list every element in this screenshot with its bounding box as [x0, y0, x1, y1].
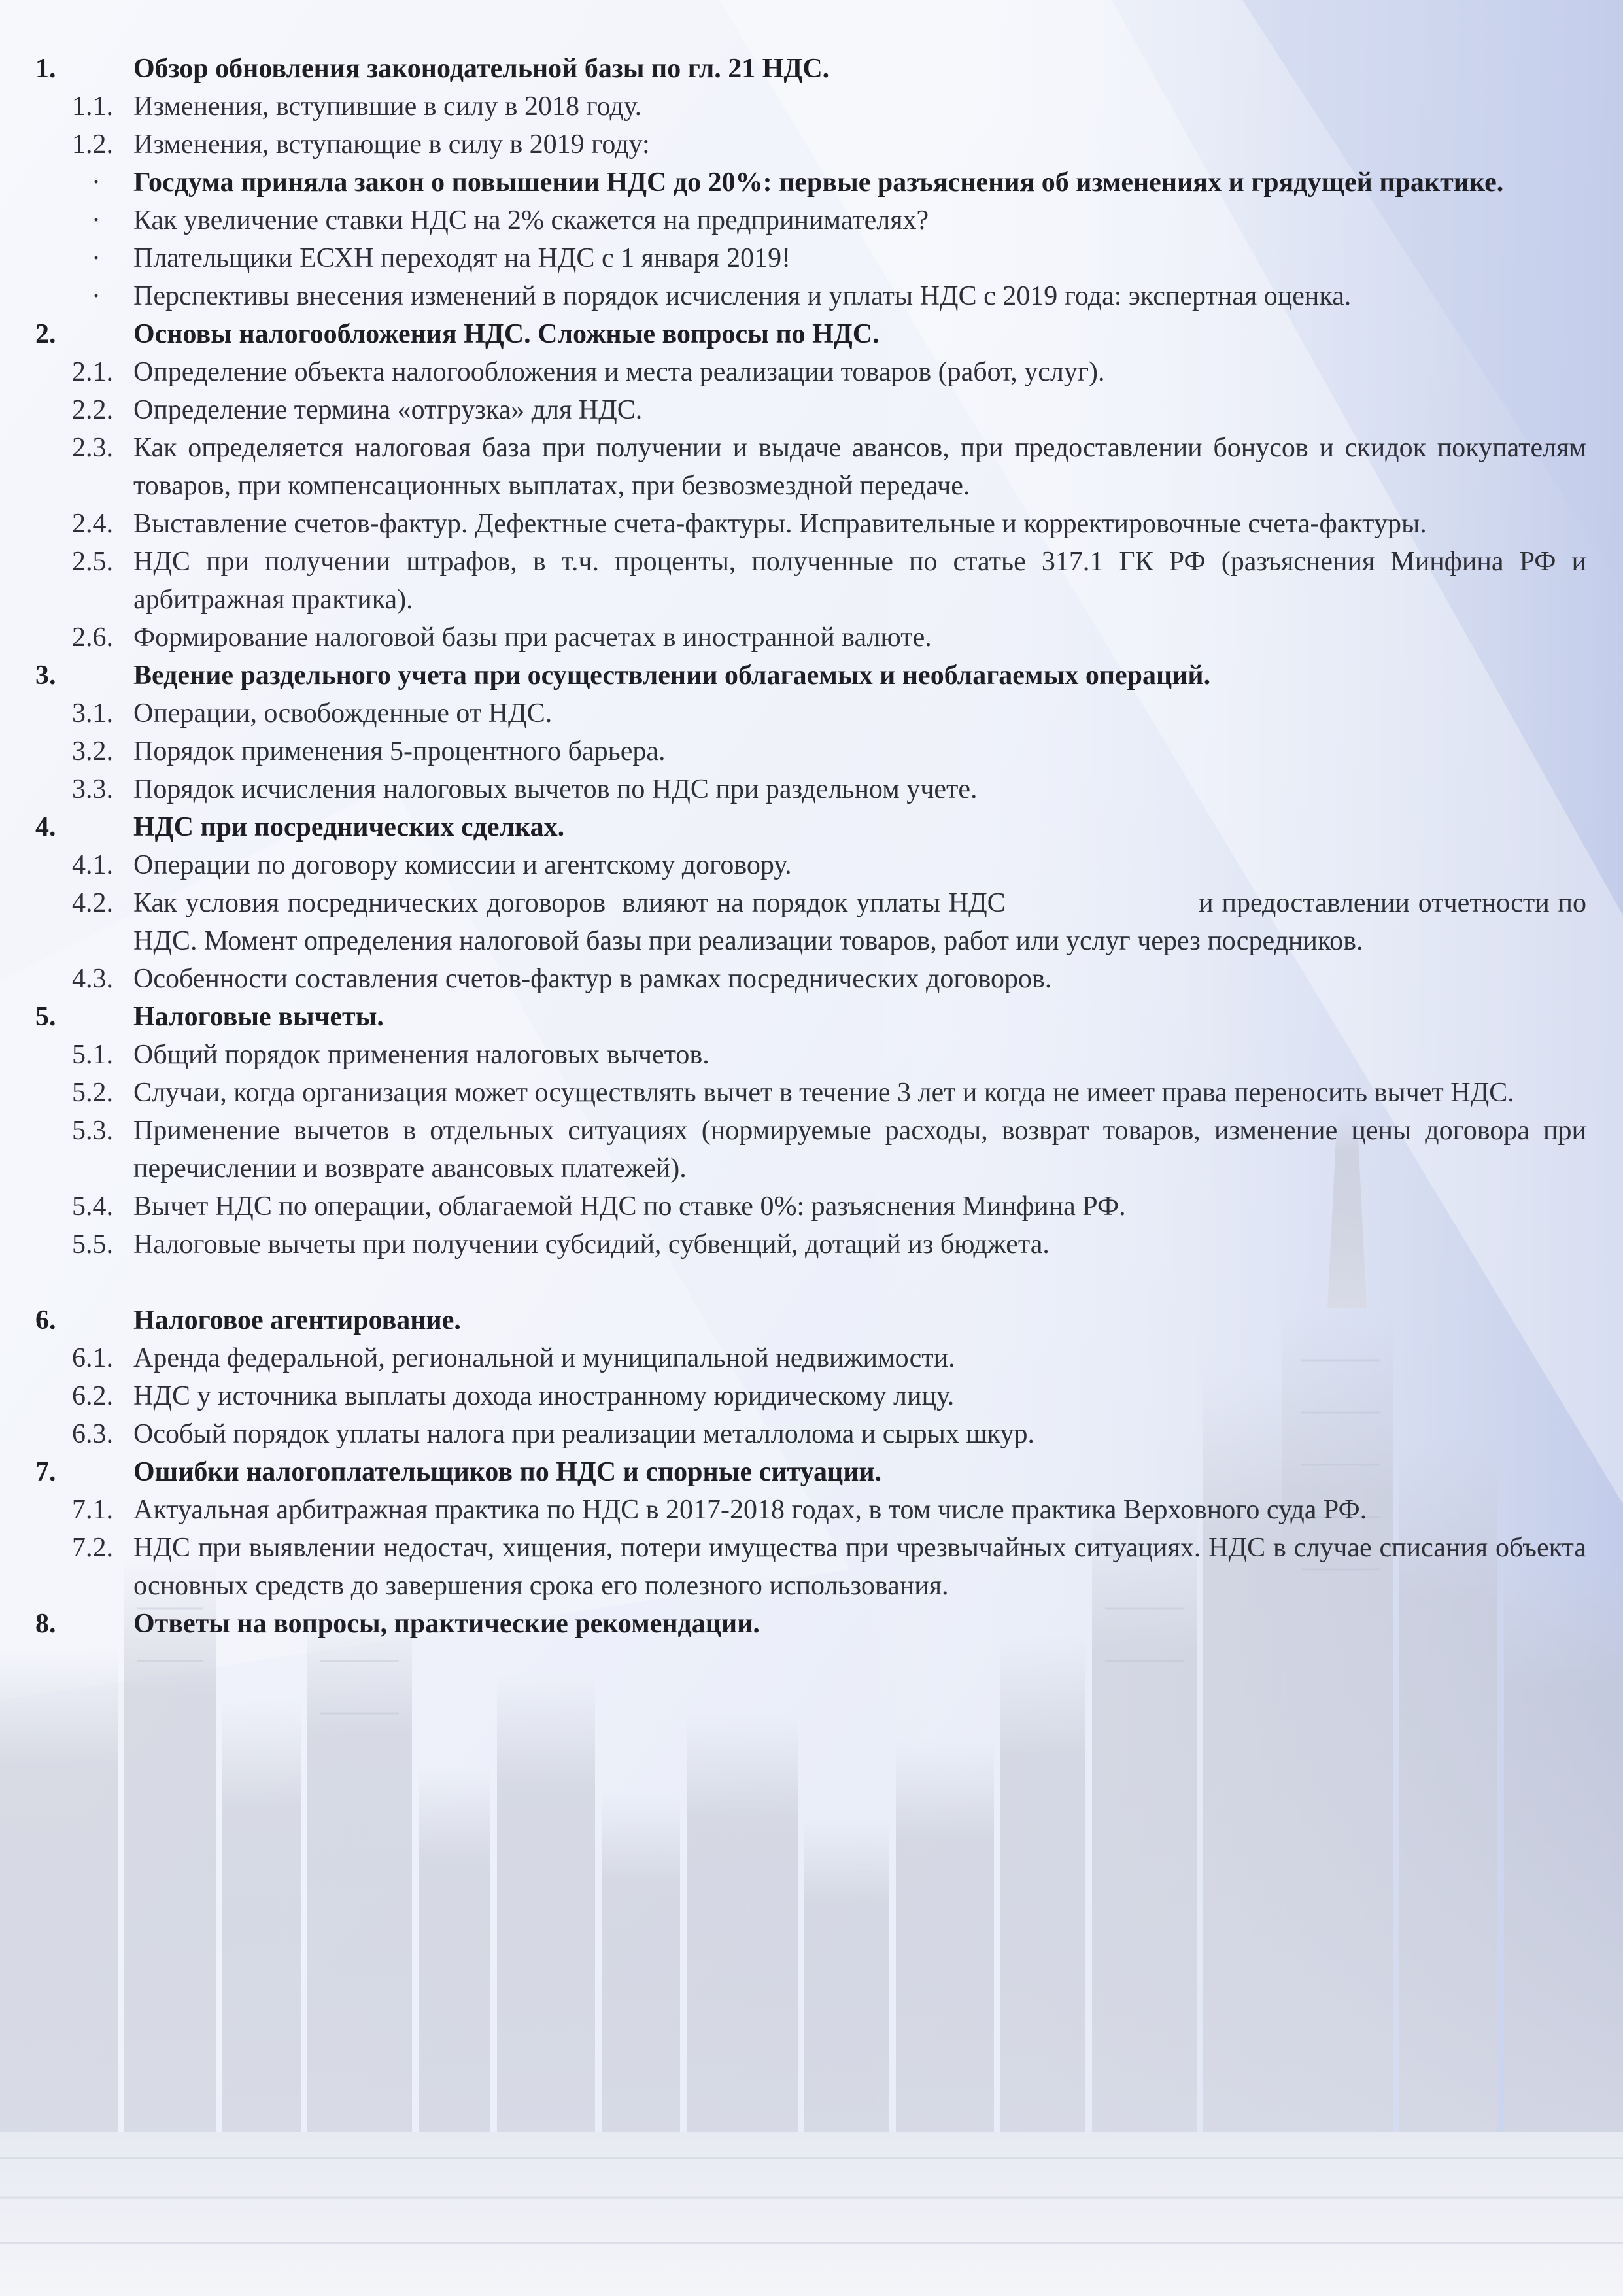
item-text: Аренда федеральной, региональной и муниципальной недвижимости.	[133, 1343, 955, 1373]
list-item	[0, 88, 1623, 126]
section-number: 1.	[35, 54, 56, 84]
list-item	[0, 884, 1623, 960]
item-number: 2.4.	[72, 509, 113, 539]
item-number: 7.2.	[72, 1533, 113, 1563]
item-number: 3.2.	[72, 736, 113, 766]
item-text: Общий порядок применения налоговых вычетов.	[133, 1040, 709, 1070]
program-outline	[0, 50, 1623, 1643]
list-item	[0, 694, 1623, 732]
section-2-heading	[0, 315, 1623, 353]
list-item	[0, 1377, 1623, 1415]
section-5-heading	[0, 998, 1623, 1036]
section-number: 7.	[35, 1457, 56, 1487]
bullet-item	[0, 163, 1623, 201]
item-text: НДС при получении штрафов, в т.ч. проценты, полученные по статье 317.1 ГК РФ (разъяснения Минфина РФ и арбитражная практика).	[133, 547, 1586, 615]
item-number: 2.5.	[72, 547, 113, 577]
section-number: 3.	[35, 660, 56, 691]
item-number: 5.3.	[72, 1116, 113, 1146]
item-number: 1.2.	[72, 129, 113, 160]
section-number: 4.	[35, 812, 56, 842]
item-number: 3.1.	[72, 698, 113, 728]
item-text: Формирование налоговой базы при расчетах в иностранной валюте.	[133, 623, 932, 653]
item-number: 5.5.	[72, 1229, 113, 1259]
section-number: 5.	[35, 1002, 56, 1032]
section-8-heading	[0, 1605, 1623, 1643]
bullet-marker: ·	[92, 243, 101, 273]
list-item	[0, 1339, 1623, 1377]
item-number: 5.2.	[72, 1078, 113, 1108]
item-text: Случаи, когда организация может осуществлять вычет в течение 3 лет и когда не имеет права переносить вычет НДС.	[133, 1078, 1514, 1108]
section-title: Налоговые вычеты.	[133, 1002, 384, 1032]
item-text: Изменения, вступающие в силу в 2019 году:	[133, 129, 650, 160]
item-text: Как условия посреднических договоров влияют на порядок уплаты НДС и предоставлении отчетности по НДС. Момент определения налоговой базы при реализации товаров, работ или услуг через посредников.	[133, 888, 1600, 956]
item-number: 5.4.	[72, 1191, 113, 1222]
list-item	[0, 391, 1623, 429]
list-item	[0, 126, 1623, 163]
item-text: Особенности составления счетов-фактур в рамках посреднических договоров.	[133, 964, 1052, 994]
item-text: Как определяется налоговая база при получении и выдаче авансов, при предоставлении бонусов и скидок покупателям товаров, при компенсационных выплатах, при безвозмездной передаче.	[133, 433, 1586, 501]
list-item	[0, 1225, 1623, 1263]
section-title: НДС при посреднических сделках.	[133, 812, 565, 842]
list-item	[0, 1415, 1623, 1453]
list-item	[0, 353, 1623, 391]
section-number: 8.	[35, 1609, 56, 1639]
section-title: Ведение раздельного учета при осуществлении облагаемых и необлагаемых операций.	[133, 660, 1211, 691]
bullet-item	[0, 201, 1623, 239]
item-text: Выставление счетов-фактур. Дефектные счета-фактуры. Исправительные и корректировочные счета-фактуры.	[133, 509, 1427, 539]
section-3-heading	[0, 657, 1623, 694]
item-text: Актуальная арбитражная практика по НДС в 2017-2018 годах, в том числе практика Верховного суда РФ.	[133, 1495, 1367, 1525]
item-text: Изменения, вступившие в силу в 2018 году.	[133, 92, 642, 122]
section-title: Ошибки налогоплательщиков по НДС и спорные ситуации.	[133, 1457, 882, 1487]
item-text: Порядок применения 5-процентного барьера.	[133, 736, 666, 766]
bullet-text: Плательщики ЕСХН переходят на НДС с 1 января 2019!	[133, 243, 791, 273]
item-text: Операции по договору комиссии и агентскому договору.	[133, 850, 792, 880]
section-number: 6.	[35, 1305, 56, 1335]
item-number: 2.3.	[72, 433, 113, 463]
bullet-marker: ·	[92, 281, 101, 311]
item-number: 4.3.	[72, 964, 113, 994]
item-text: Налоговые вычеты при получении субсидий, субвенций, дотаций из бюджета.	[133, 1229, 1050, 1259]
list-item	[0, 543, 1623, 619]
section-4-heading	[0, 808, 1623, 846]
section-title: Ответы на вопросы, практические рекомендации.	[133, 1609, 760, 1639]
list-item	[0, 1491, 1623, 1529]
list-item	[0, 732, 1623, 770]
bullet-marker: ·	[92, 167, 101, 197]
item-text: Вычет НДС по операции, облагаемой НДС по ставке 0%: разъяснения Минфина РФ.	[133, 1191, 1126, 1222]
item-text: Определение объекта налогообложения и места реализации товаров (работ, услуг).	[133, 357, 1105, 387]
item-text: Операции, освобожденные от НДС.	[133, 698, 553, 728]
bullet-text: Госдума приняла закон о повышении НДС до 20%: первые разъяснения об изменениях и грядущей практике.	[133, 167, 1504, 197]
list-item	[0, 960, 1623, 998]
item-number: 6.3.	[72, 1419, 113, 1449]
item-number: 6.2.	[72, 1381, 113, 1411]
list-item	[0, 505, 1623, 543]
section-7-heading	[0, 1453, 1623, 1491]
item-number: 4.1.	[72, 850, 113, 880]
bullet-marker: ·	[92, 205, 101, 235]
section-6-heading	[0, 1301, 1623, 1339]
bullet-text: Перспективы внесения изменений в порядок исчисления и уплаты НДС с 2019 года: экспертная оценка.	[133, 281, 1352, 311]
list-item	[0, 770, 1623, 808]
spacer	[0, 1263, 1623, 1301]
item-text: НДС у источника выплаты дохода иностранному юридическому лицу.	[133, 1381, 955, 1411]
bullet-text: Как увеличение ставки НДС на 2% скажется на предпринимателях?	[133, 205, 929, 235]
bullet-item	[0, 277, 1623, 315]
item-text: Применение вычетов в отдельных ситуациях (нормируемые расходы, возврат товаров, изменение цены договора при перечислении и возврате авансовых платежей).	[133, 1116, 1586, 1184]
item-text: НДС при выявлении недостач, хищения, потери имущества при чрезвычайных ситуациях. НДС в случае списания объекта основных средств до завершения срока его полезного использования.	[133, 1533, 1586, 1601]
list-item	[0, 1112, 1623, 1188]
list-item	[0, 429, 1623, 505]
list-item	[0, 1074, 1623, 1112]
item-text: Определение термина «отгрузка» для НДС.	[133, 395, 643, 425]
section-title: Обзор обновления законодательной базы по гл. 21 НДС.	[133, 54, 830, 84]
list-item	[0, 1036, 1623, 1074]
section-title: Налоговое агентирование.	[133, 1305, 461, 1335]
item-number: 5.1.	[72, 1040, 113, 1070]
item-number: 6.1.	[72, 1343, 113, 1373]
list-item	[0, 1188, 1623, 1225]
list-item	[0, 1529, 1623, 1605]
item-number: 7.1.	[72, 1495, 113, 1525]
item-number: 4.2.	[72, 888, 113, 918]
section-title: Основы налогообложения НДС. Сложные вопросы по НДС.	[133, 319, 880, 349]
item-number: 2.1.	[72, 357, 113, 387]
section-number: 2.	[35, 319, 56, 349]
list-item	[0, 619, 1623, 657]
item-text: Особый порядок уплаты налога при реализации металлолома и сырых шкур.	[133, 1419, 1034, 1449]
item-number: 2.2.	[72, 395, 113, 425]
list-item	[0, 846, 1623, 884]
item-number: 1.1.	[72, 92, 113, 122]
item-text: Порядок исчисления налоговых вычетов по НДС при раздельном учете.	[133, 774, 978, 804]
item-number: 3.3.	[72, 774, 113, 804]
section-1-heading	[0, 50, 1623, 88]
bullet-item	[0, 239, 1623, 277]
item-number: 2.6.	[72, 623, 113, 653]
